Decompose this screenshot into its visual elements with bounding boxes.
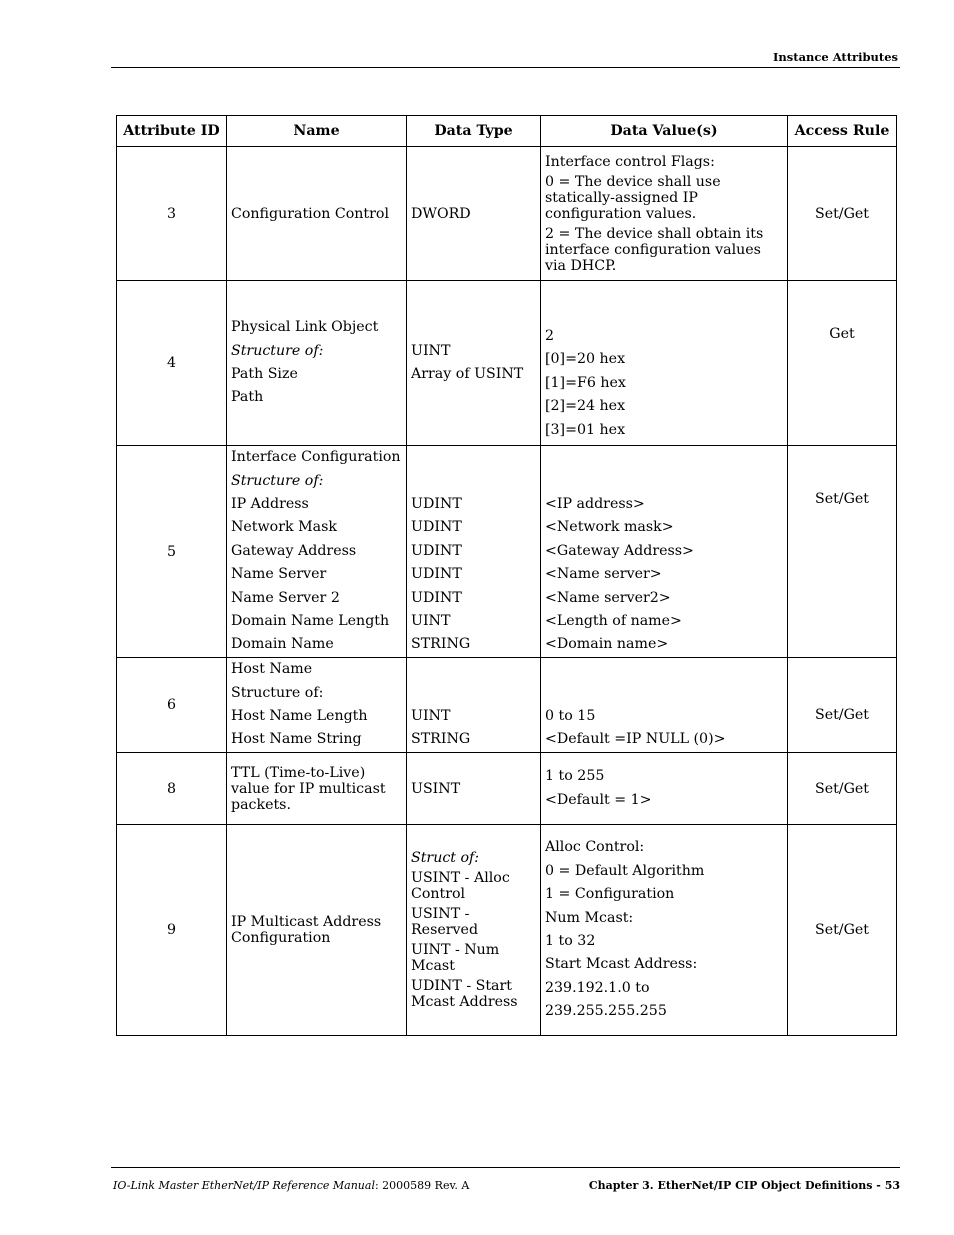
header-rule xyxy=(111,67,900,68)
table-header-row xyxy=(117,116,897,147)
column-header: Name xyxy=(227,116,407,147)
type-line: Array of USINT xyxy=(411,366,524,382)
footer-manual-ref: : 2000589 Rev. A xyxy=(374,1179,470,1192)
attribute-name: Configuration Control xyxy=(227,147,407,281)
access-rule: Set/Get xyxy=(788,147,897,281)
footer-chapter: Chapter 3. EtherNet/IP CIP Object Definitions - 53 xyxy=(588,1179,900,1192)
value-line: [0]=20 hex xyxy=(545,351,626,368)
column-header: Access Rule xyxy=(788,116,897,147)
access-rule: Get xyxy=(788,281,897,446)
type-line: UDINT - Start Mcast Address xyxy=(411,978,518,1010)
value-line: <Default =IP NULL (0)> xyxy=(545,731,726,748)
attribute-id: 4 xyxy=(117,281,227,446)
type-line: UDINT xyxy=(411,589,462,606)
column-header: Data Value(s) xyxy=(541,116,788,147)
value-line: Alloc Control: xyxy=(545,839,645,856)
name-line: Path xyxy=(231,389,264,406)
name-line: Structure of: xyxy=(231,472,324,489)
footer-rule xyxy=(111,1167,900,1168)
name-line: Name Server xyxy=(231,566,327,583)
access-rule: Set/Get xyxy=(788,446,897,658)
access-rule: Set/Get xyxy=(788,658,897,753)
attribute-name xyxy=(227,658,407,753)
name-line: Host Name Length xyxy=(231,708,368,724)
value-line: 0 = Default Algorithm xyxy=(545,862,705,879)
type-line: UDINT xyxy=(411,519,462,536)
data-type xyxy=(407,446,541,658)
type-line: STRING xyxy=(411,731,471,748)
table-row xyxy=(117,446,897,658)
type-line: UINT xyxy=(411,708,451,724)
value-line: <Name server> xyxy=(545,566,662,583)
value-line: 1 to 255 xyxy=(545,768,605,785)
data-type: DWORD xyxy=(407,147,541,281)
access-rule: Set/Get xyxy=(788,753,897,825)
value-line: 0 = The device shall use statically-assigned IP configuration values. xyxy=(545,173,721,222)
attribute-name xyxy=(227,446,407,658)
value-line: <Network mask> xyxy=(545,519,674,536)
attribute-id: 5 xyxy=(117,446,227,658)
value-line: <Name server2> xyxy=(545,589,671,606)
attribute-id: 3 xyxy=(117,147,227,281)
attribute-name xyxy=(227,281,407,446)
value-line: <Default = 1> xyxy=(545,791,652,808)
value-line: 2 = The device shall obtain its interface configuration values via DHCP. xyxy=(545,225,764,274)
value-line: [1]=F6 hex xyxy=(545,374,626,391)
type-line: UINT xyxy=(411,612,451,629)
attribute-name: IP Multicast Address Configuration xyxy=(227,825,407,1036)
attribute-name: TTL (Time-to-Live) value for IP multicast packets. xyxy=(227,753,407,825)
column-header: Data Type xyxy=(407,116,541,147)
name-line: Network Mask xyxy=(231,519,337,536)
table-row xyxy=(117,753,897,825)
name-line: Gateway Address xyxy=(231,542,357,559)
data-values xyxy=(541,281,788,446)
value-line: <IP address> xyxy=(545,496,645,513)
data-values xyxy=(541,446,788,658)
type-line: UDINT xyxy=(411,566,462,583)
footer-manual-reference xyxy=(113,1179,469,1192)
instance-attributes-table xyxy=(116,115,897,1036)
name-line: Domain Name Length xyxy=(231,612,390,629)
attribute-id: 9 xyxy=(117,825,227,1036)
type-line: Struct of: xyxy=(411,850,480,866)
data-values xyxy=(541,147,788,281)
table-row xyxy=(117,281,897,446)
value-line: [3]=01 hex xyxy=(545,421,626,438)
type-line: USINT - Reserved xyxy=(411,906,479,938)
attribute-id: 8 xyxy=(117,753,227,825)
data-type xyxy=(407,658,541,753)
type-line: USINT - Alloc Control xyxy=(411,870,510,902)
data-type: USINT xyxy=(407,753,541,825)
access-rule: Set/Get xyxy=(788,825,897,1036)
type-line: UDINT xyxy=(411,496,462,513)
data-values xyxy=(541,658,788,753)
value-line: Interface control Flags: xyxy=(545,153,715,170)
type-line: STRING xyxy=(411,636,471,653)
name-line: Physical Link Object xyxy=(231,319,379,336)
name-line: Structure of: xyxy=(231,684,324,701)
value-line: Num Mcast: xyxy=(545,909,634,926)
value-line: <Domain name> xyxy=(545,636,669,653)
name-line: Host Name String xyxy=(231,731,362,748)
value-line: 0 to 15 xyxy=(545,708,596,724)
type-line: UINT - Num Mcast xyxy=(411,942,500,974)
column-header: Attribute ID xyxy=(117,116,227,147)
footer-manual-title: IO-Link Master EtherNet/IP Reference Manual xyxy=(113,1179,375,1192)
value-line: 1 to 32 xyxy=(545,933,596,949)
type-line: UDINT xyxy=(411,542,462,559)
value-line: 239.192.1.0 to xyxy=(545,979,650,996)
name-line: Domain Name xyxy=(231,636,334,653)
data-type xyxy=(407,281,541,446)
name-line: Path Size xyxy=(231,366,298,382)
value-line: 239.255.255.255 xyxy=(545,1003,667,1020)
table-row xyxy=(117,825,897,1036)
type-line: UINT xyxy=(411,342,451,359)
table-row xyxy=(117,147,897,281)
name-line: IP Address xyxy=(231,496,309,513)
value-line: Start Mcast Address: xyxy=(545,956,698,973)
name-line: Host Name xyxy=(231,661,313,678)
value-line: <Gateway Address> xyxy=(545,542,694,559)
attribute-id: 6 xyxy=(117,658,227,753)
data-values xyxy=(541,825,788,1036)
name-line: Interface Configuration xyxy=(231,449,401,466)
table-row xyxy=(117,658,897,753)
page-header-title: Instance Attributes xyxy=(773,50,898,64)
data-type xyxy=(407,825,541,1036)
name-line: Structure of: xyxy=(231,342,324,359)
value-line: <Length of name> xyxy=(545,612,682,629)
name-line: Name Server 2 xyxy=(231,589,340,606)
data-values xyxy=(541,753,788,825)
value-line: 1 = Configuration xyxy=(545,886,675,903)
value-line: 2 xyxy=(545,328,555,345)
value-line: [2]=24 hex xyxy=(545,398,626,415)
